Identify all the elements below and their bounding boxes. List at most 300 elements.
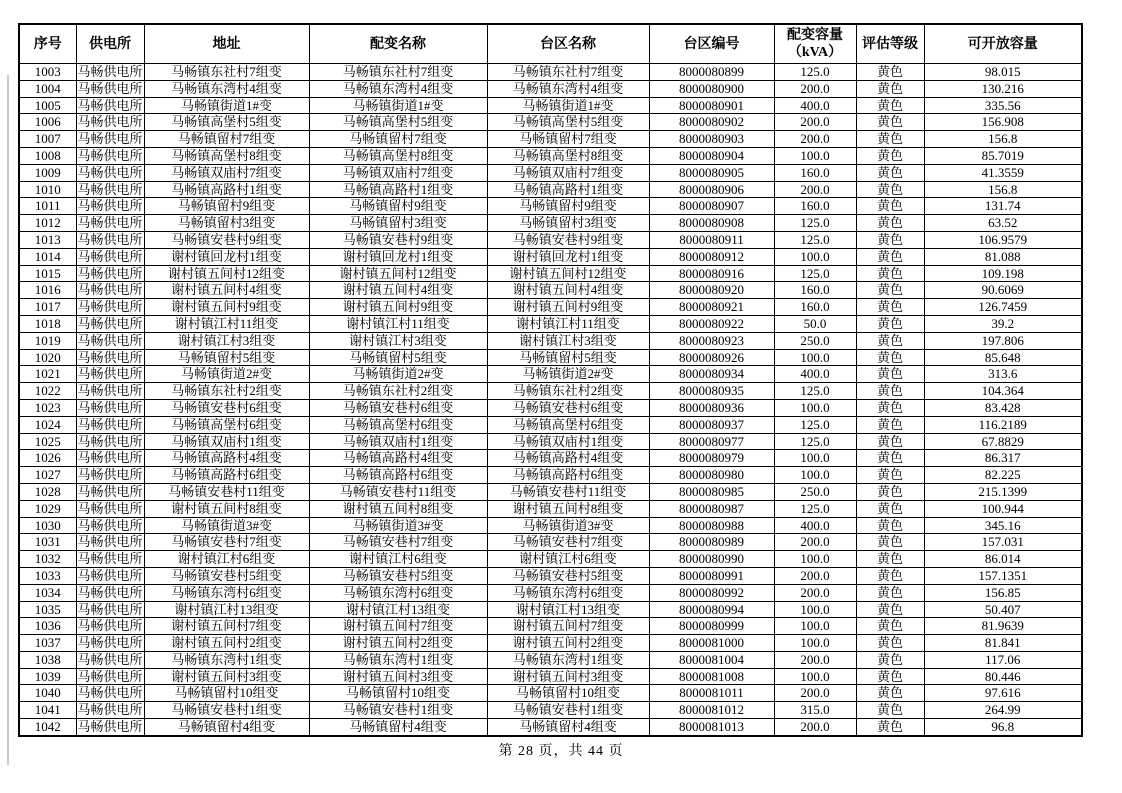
page-number: 第 28 页，共 44 页 bbox=[498, 744, 624, 759]
cell-index: 1018 bbox=[19, 315, 76, 332]
cell-area-code: 8000080905 bbox=[649, 164, 774, 181]
cell-grade: 黄色 bbox=[856, 416, 924, 433]
cell-grade: 黄色 bbox=[856, 383, 924, 400]
cell-address: 马畅镇安巷村7组变 bbox=[144, 534, 309, 551]
cell-transformer-name: 马畅镇高堡村5组变 bbox=[309, 114, 487, 131]
cell-open-capacity: 130.216 bbox=[924, 80, 1082, 97]
column-header-capacity-kva: 配变容量 （kVA） bbox=[774, 24, 856, 64]
cell-area-code: 8000080907 bbox=[649, 198, 774, 215]
cell-address: 马畅镇高路村1组变 bbox=[144, 181, 309, 198]
table-row bbox=[19, 483, 1082, 500]
cell-area-name: 马畅镇高路村1组变 bbox=[487, 181, 649, 198]
cell-index: 1011 bbox=[19, 198, 76, 215]
cell-address: 马畅镇安巷村1组变 bbox=[144, 702, 309, 719]
table-row bbox=[19, 668, 1082, 685]
cell-transformer-name: 谢村镇五间村2组变 bbox=[309, 635, 487, 652]
cell-grade: 黄色 bbox=[856, 685, 924, 702]
cell-grade: 黄色 bbox=[856, 282, 924, 299]
cell-station: 马畅供电所 bbox=[77, 399, 143, 415]
table-row bbox=[19, 467, 1082, 484]
cell-open-capacity: 81.841 bbox=[924, 635, 1082, 652]
cell-open-capacity: 106.9579 bbox=[924, 231, 1082, 248]
cell-area-name: 谢村镇江村11组变 bbox=[487, 315, 649, 332]
cell-area-code: 8000080922 bbox=[649, 315, 774, 332]
cell-grade: 黄色 bbox=[856, 719, 924, 736]
cell-area-code: 8000080902 bbox=[649, 114, 774, 131]
cell-area-name: 马畅镇高路村6组变 bbox=[487, 467, 649, 484]
cell-area-code: 8000080901 bbox=[649, 97, 774, 114]
cell-area-code: 8000081000 bbox=[649, 635, 774, 652]
cell-transformer-name: 谢村镇五间村4组变 bbox=[309, 282, 487, 299]
cell-grade: 黄色 bbox=[856, 64, 924, 81]
table-row bbox=[19, 248, 1082, 265]
cell-capacity-kva: 125.0 bbox=[774, 416, 856, 433]
cell-station: 马畅供电所 bbox=[77, 416, 143, 432]
cell-area-code: 8000080908 bbox=[649, 215, 774, 232]
cell-grade: 黄色 bbox=[856, 265, 924, 282]
cell-transformer-name: 谢村镇五间村8组变 bbox=[309, 500, 487, 517]
cell-capacity-kva: 315.0 bbox=[774, 702, 856, 719]
cell-transformer-name: 马畅镇留村5组变 bbox=[309, 349, 487, 366]
cell-address: 马畅镇安巷村9组变 bbox=[144, 231, 309, 248]
cell-area-name: 马畅镇留村5组变 bbox=[487, 349, 649, 366]
table-row bbox=[19, 131, 1082, 148]
column-header-address: 地址 bbox=[144, 24, 309, 64]
cell-open-capacity: 117.06 bbox=[924, 651, 1082, 668]
cell-grade: 黄色 bbox=[856, 80, 924, 97]
cell-area-name: 谢村镇五间村2组变 bbox=[487, 635, 649, 652]
cell-area-code: 8000080934 bbox=[649, 366, 774, 383]
cell-grade: 黄色 bbox=[856, 450, 924, 467]
cell-area-code: 8000080979 bbox=[649, 450, 774, 467]
cell-open-capacity: 156.8 bbox=[924, 131, 1082, 148]
cell-transformer-name: 马畅镇东湾村6组变 bbox=[309, 584, 487, 601]
cell-station: 马畅供电所 bbox=[77, 500, 143, 516]
cell-index: 1030 bbox=[19, 517, 76, 534]
cell-index: 1010 bbox=[19, 181, 76, 198]
cell-station: 马畅供电所 bbox=[77, 97, 143, 113]
cell-grade: 黄色 bbox=[856, 181, 924, 198]
cell-grade: 黄色 bbox=[856, 517, 924, 534]
cell-station: 马畅供电所 bbox=[77, 567, 143, 583]
cell-transformer-name: 谢村镇江村11组变 bbox=[309, 315, 487, 332]
cell-area-code: 8000080992 bbox=[649, 584, 774, 601]
column-header-station: 供电所 bbox=[76, 24, 144, 64]
cell-station: 马畅供电所 bbox=[77, 618, 143, 634]
cell-transformer-name: 马畅镇留村10组变 bbox=[309, 685, 487, 702]
cell-transformer-name: 马畅镇安巷村1组变 bbox=[309, 702, 487, 719]
cell-station: 马畅供电所 bbox=[77, 64, 143, 79]
cell-index: 1032 bbox=[19, 551, 76, 568]
cell-capacity-kva: 50.0 bbox=[774, 315, 856, 332]
cell-area-name: 谢村镇五间村4组变 bbox=[487, 282, 649, 299]
cell-index: 1035 bbox=[19, 601, 76, 618]
cell-open-capacity: 126.7459 bbox=[924, 299, 1082, 316]
cell-station: 马畅供电所 bbox=[77, 349, 143, 365]
cell-station: 马畅供电所 bbox=[77, 534, 143, 550]
cell-area-name: 马畅镇留村7组变 bbox=[487, 131, 649, 148]
table-row bbox=[19, 147, 1082, 164]
cell-address: 马畅镇高堡村5组变 bbox=[144, 114, 309, 131]
cell-capacity-kva: 200.0 bbox=[774, 584, 856, 601]
cell-grade: 黄色 bbox=[856, 534, 924, 551]
cell-index: 1013 bbox=[19, 231, 76, 248]
cell-capacity-kva: 100.0 bbox=[774, 635, 856, 652]
cell-open-capacity: 85.7019 bbox=[924, 147, 1082, 164]
cell-area-name: 马畅镇街道2#变 bbox=[487, 366, 649, 383]
cell-open-capacity: 90.6069 bbox=[924, 282, 1082, 299]
cell-index: 1006 bbox=[19, 114, 76, 131]
cell-transformer-name: 谢村镇五间村7组变 bbox=[309, 618, 487, 635]
cell-index: 1009 bbox=[19, 164, 76, 181]
cell-area-name: 谢村镇江村3组变 bbox=[487, 332, 649, 349]
cell-address: 谢村镇回龙村1组变 bbox=[144, 248, 309, 265]
table-row bbox=[19, 584, 1082, 601]
cell-grade: 黄色 bbox=[856, 433, 924, 450]
cell-area-code: 8000080921 bbox=[649, 299, 774, 316]
cell-index: 1042 bbox=[19, 719, 76, 736]
cell-grade: 黄色 bbox=[856, 500, 924, 517]
cell-address: 马畅镇高堡村8组变 bbox=[144, 147, 309, 164]
cell-grade: 黄色 bbox=[856, 635, 924, 652]
cell-station: 马畅供电所 bbox=[77, 685, 143, 701]
cell-capacity-kva: 200.0 bbox=[774, 181, 856, 198]
table-row bbox=[19, 399, 1082, 416]
cell-address: 马畅镇留村4组变 bbox=[144, 719, 309, 736]
cell-capacity-kva: 200.0 bbox=[774, 80, 856, 97]
cell-capacity-kva: 200.0 bbox=[774, 131, 856, 148]
table-row bbox=[19, 114, 1082, 131]
cell-open-capacity: 86.317 bbox=[924, 450, 1082, 467]
cell-address: 马畅镇留村5组变 bbox=[144, 349, 309, 366]
cell-grade: 黄色 bbox=[856, 332, 924, 349]
cell-index: 1007 bbox=[19, 131, 76, 148]
cell-open-capacity: 85.648 bbox=[924, 349, 1082, 366]
cell-open-capacity: 157.031 bbox=[924, 534, 1082, 551]
table-row bbox=[19, 517, 1082, 534]
cell-address: 马畅镇东社村2组变 bbox=[144, 383, 309, 400]
cell-station: 马畅供电所 bbox=[77, 668, 143, 684]
cell-index: 1024 bbox=[19, 416, 76, 433]
cell-capacity-kva: 100.0 bbox=[774, 551, 856, 568]
cell-area-code: 8000081013 bbox=[649, 719, 774, 736]
table-row bbox=[19, 80, 1082, 97]
cell-station: 马畅供电所 bbox=[77, 248, 143, 264]
cell-capacity-kva: 100.0 bbox=[774, 450, 856, 467]
cell-area-code: 8000081008 bbox=[649, 668, 774, 685]
cell-address: 谢村镇五间村12组变 bbox=[144, 265, 309, 282]
cell-area-name: 马畅镇安巷村7组变 bbox=[487, 534, 649, 551]
cell-grade: 黄色 bbox=[856, 668, 924, 685]
cell-area-name: 马畅镇东湾村4组变 bbox=[487, 80, 649, 97]
table-row bbox=[19, 685, 1082, 702]
table-row bbox=[19, 618, 1082, 635]
cell-open-capacity: 109.198 bbox=[924, 265, 1082, 282]
cell-capacity-kva: 400.0 bbox=[774, 366, 856, 383]
cell-index: 1005 bbox=[19, 97, 76, 114]
cell-transformer-name: 谢村镇回龙村1组变 bbox=[309, 248, 487, 265]
cell-open-capacity: 39.2 bbox=[924, 315, 1082, 332]
cell-grade: 黄色 bbox=[856, 366, 924, 383]
cell-capacity-kva: 100.0 bbox=[774, 467, 856, 484]
cell-area-name: 马畅镇街道3#变 bbox=[487, 517, 649, 534]
cell-area-code: 8000080916 bbox=[649, 265, 774, 282]
cell-station: 马畅供电所 bbox=[77, 114, 143, 130]
table-row bbox=[19, 366, 1082, 383]
cell-address: 谢村镇江村3组变 bbox=[144, 332, 309, 349]
table-row bbox=[19, 299, 1082, 316]
cell-grade: 黄色 bbox=[856, 164, 924, 181]
cell-capacity-kva: 160.0 bbox=[774, 299, 856, 316]
cell-area-code: 8000081004 bbox=[649, 651, 774, 668]
cell-station: 马畅供电所 bbox=[77, 332, 143, 348]
cell-transformer-name: 马畅镇高堡村8组变 bbox=[309, 147, 487, 164]
cell-open-capacity: 63.52 bbox=[924, 215, 1082, 232]
cell-transformer-name: 马畅镇高路村6组变 bbox=[309, 467, 487, 484]
cell-capacity-kva: 200.0 bbox=[774, 719, 856, 736]
cell-address: 马畅镇留村9组变 bbox=[144, 198, 309, 215]
cell-capacity-kva: 125.0 bbox=[774, 231, 856, 248]
cell-transformer-name: 马畅镇高堡村6组变 bbox=[309, 416, 487, 433]
cell-station: 马畅供电所 bbox=[77, 215, 143, 231]
cell-area-name: 谢村镇五间村7组变 bbox=[487, 618, 649, 635]
cell-transformer-name: 谢村镇江村6组变 bbox=[309, 551, 487, 568]
cell-transformer-name: 马畅镇高路村1组变 bbox=[309, 181, 487, 198]
cell-index: 1041 bbox=[19, 702, 76, 719]
column-header-transformer-name: 配变名称 bbox=[309, 24, 487, 64]
cell-area-code: 8000080987 bbox=[649, 500, 774, 517]
cell-area-name: 马畅镇街道1#变 bbox=[487, 97, 649, 114]
cell-address: 谢村镇江村11组变 bbox=[144, 315, 309, 332]
cell-index: 1016 bbox=[19, 282, 76, 299]
table-row bbox=[19, 635, 1082, 652]
cell-open-capacity: 104.364 bbox=[924, 383, 1082, 400]
cell-grade: 黄色 bbox=[856, 651, 924, 668]
cell-station: 马畅供电所 bbox=[77, 584, 143, 600]
table-row bbox=[19, 383, 1082, 400]
cell-transformer-name: 马畅镇高路村4组变 bbox=[309, 450, 487, 467]
cell-open-capacity: 131.74 bbox=[924, 198, 1082, 215]
cell-area-code: 8000080903 bbox=[649, 131, 774, 148]
cell-open-capacity: 215.1399 bbox=[924, 483, 1082, 500]
cell-area-name: 马畅镇东社村7组变 bbox=[487, 64, 649, 81]
cell-area-name: 马畅镇高堡村5组变 bbox=[487, 114, 649, 131]
cell-index: 1020 bbox=[19, 349, 76, 366]
cell-transformer-name: 马畅镇双庙村1组变 bbox=[309, 433, 487, 450]
cell-grade: 黄色 bbox=[856, 231, 924, 248]
cell-grade: 黄色 bbox=[856, 248, 924, 265]
cell-grade: 黄色 bbox=[856, 131, 924, 148]
cell-capacity-kva: 125.0 bbox=[774, 433, 856, 450]
cell-capacity-kva: 200.0 bbox=[774, 685, 856, 702]
cell-capacity-kva: 250.0 bbox=[774, 483, 856, 500]
cell-transformer-name: 马畅镇东湾村4组变 bbox=[309, 80, 487, 97]
cell-address: 马畅镇高堡村6组变 bbox=[144, 416, 309, 433]
cell-area-name: 谢村镇江村13组变 bbox=[487, 601, 649, 618]
cell-grade: 黄色 bbox=[856, 551, 924, 568]
cell-address: 马畅镇双庙村1组变 bbox=[144, 433, 309, 450]
cell-area-code: 8000080937 bbox=[649, 416, 774, 433]
cell-transformer-name: 马畅镇东社村2组变 bbox=[309, 383, 487, 400]
cell-open-capacity: 83.428 bbox=[924, 399, 1082, 416]
table-row bbox=[19, 231, 1082, 248]
cell-open-capacity: 156.8 bbox=[924, 181, 1082, 198]
cell-transformer-name: 马畅镇东社村7组变 bbox=[309, 64, 487, 81]
cell-index: 1023 bbox=[19, 399, 76, 416]
cell-index: 1003 bbox=[19, 64, 76, 81]
cell-grade: 黄色 bbox=[856, 147, 924, 164]
cell-area-name: 马畅镇安巷村5组变 bbox=[487, 567, 649, 584]
cell-index: 1019 bbox=[19, 332, 76, 349]
cell-address: 谢村镇五间村9组变 bbox=[144, 299, 309, 316]
cell-address: 马畅镇留村7组变 bbox=[144, 131, 309, 148]
cell-address: 马畅镇留村3组变 bbox=[144, 215, 309, 232]
cell-station: 马畅供电所 bbox=[77, 383, 143, 399]
cell-capacity-kva: 100.0 bbox=[774, 618, 856, 635]
cell-open-capacity: 335.56 bbox=[924, 97, 1082, 114]
cell-station: 马畅供电所 bbox=[77, 635, 143, 651]
cell-station: 马畅供电所 bbox=[77, 315, 143, 331]
cell-open-capacity: 86.014 bbox=[924, 551, 1082, 568]
capacity-table bbox=[18, 23, 1083, 737]
cell-capacity-kva: 100.0 bbox=[774, 349, 856, 366]
table-row bbox=[19, 198, 1082, 215]
cell-index: 1034 bbox=[19, 584, 76, 601]
cell-transformer-name: 谢村镇江村13组变 bbox=[309, 601, 487, 618]
cell-address: 马畅镇街道1#变 bbox=[144, 97, 309, 114]
cell-area-name: 马畅镇东社村2组变 bbox=[487, 383, 649, 400]
cell-station: 马畅供电所 bbox=[77, 231, 143, 247]
cell-capacity-kva: 125.0 bbox=[774, 64, 856, 81]
cell-grade: 黄色 bbox=[856, 618, 924, 635]
cell-area-name: 马畅镇留村3组变 bbox=[487, 215, 649, 232]
table-row bbox=[19, 601, 1082, 618]
cell-transformer-name: 马畅镇街道2#变 bbox=[309, 366, 487, 383]
cell-transformer-name: 马畅镇街道1#变 bbox=[309, 97, 487, 114]
cell-station: 马畅供电所 bbox=[77, 164, 143, 180]
cell-transformer-name: 马畅镇双庙村7组变 bbox=[309, 164, 487, 181]
table-row bbox=[19, 500, 1082, 517]
table-row bbox=[19, 534, 1082, 551]
table-row bbox=[19, 265, 1082, 282]
cell-index: 1015 bbox=[19, 265, 76, 282]
cell-open-capacity: 81.9639 bbox=[924, 618, 1082, 635]
cell-area-code: 8000081012 bbox=[649, 702, 774, 719]
cell-station: 马畅供电所 bbox=[77, 80, 143, 96]
cell-transformer-name: 马畅镇东湾村1组变 bbox=[309, 651, 487, 668]
cell-index: 1027 bbox=[19, 467, 76, 484]
cell-address: 马畅镇街道3#变 bbox=[144, 517, 309, 534]
cell-grade: 黄色 bbox=[856, 198, 924, 215]
cell-grade: 黄色 bbox=[856, 483, 924, 500]
cell-capacity-kva: 160.0 bbox=[774, 164, 856, 181]
cell-station: 马畅供电所 bbox=[77, 198, 143, 214]
cell-transformer-name: 马畅镇街道3#变 bbox=[309, 517, 487, 534]
cell-area-name: 马畅镇安巷村9组变 bbox=[487, 231, 649, 248]
cell-open-capacity: 156.908 bbox=[924, 114, 1082, 131]
cell-grade: 黄色 bbox=[856, 702, 924, 719]
cell-index: 1017 bbox=[19, 299, 76, 316]
column-header-area-name: 台区名称 bbox=[487, 24, 649, 64]
cell-area-code: 8000080904 bbox=[649, 147, 774, 164]
table-row bbox=[19, 64, 1082, 81]
cell-area-name: 马畅镇高路村4组变 bbox=[487, 450, 649, 467]
cell-open-capacity: 100.944 bbox=[924, 500, 1082, 517]
cell-area-code: 8000080936 bbox=[649, 399, 774, 416]
cell-transformer-name: 马畅镇安巷村11组变 bbox=[309, 483, 487, 500]
cell-area-code: 8000080899 bbox=[649, 64, 774, 81]
cell-capacity-kva: 160.0 bbox=[774, 198, 856, 215]
cell-address: 谢村镇五间村8组变 bbox=[144, 500, 309, 517]
cell-area-name: 马畅镇留村4组变 bbox=[487, 719, 649, 736]
cell-open-capacity: 345.16 bbox=[924, 517, 1082, 534]
cell-area-name: 谢村镇五间村3组变 bbox=[487, 668, 649, 685]
cell-station: 马畅供电所 bbox=[77, 450, 143, 466]
cell-area-code: 8000080977 bbox=[649, 433, 774, 450]
cell-capacity-kva: 125.0 bbox=[774, 265, 856, 282]
cell-grade: 黄色 bbox=[856, 399, 924, 416]
cell-address: 谢村镇五间村4组变 bbox=[144, 282, 309, 299]
cell-transformer-name: 谢村镇五间村3组变 bbox=[309, 668, 487, 685]
cell-station: 马畅供电所 bbox=[77, 131, 143, 147]
cell-area-name: 马畅镇安巷村6组变 bbox=[487, 399, 649, 416]
cell-grade: 黄色 bbox=[856, 601, 924, 618]
table-body bbox=[19, 64, 1082, 736]
cell-index: 1036 bbox=[19, 618, 76, 635]
cell-open-capacity: 313.6 bbox=[924, 366, 1082, 383]
cell-area-name: 马畅镇安巷村11组变 bbox=[487, 483, 649, 500]
cell-grade: 黄色 bbox=[856, 114, 924, 131]
cell-open-capacity: 197.806 bbox=[924, 332, 1082, 349]
cell-area-name: 马畅镇高堡村8组变 bbox=[487, 147, 649, 164]
cell-index: 1033 bbox=[19, 567, 76, 584]
cell-station: 马畅供电所 bbox=[77, 265, 143, 281]
cell-station: 马畅供电所 bbox=[77, 366, 143, 382]
cell-index: 1026 bbox=[19, 450, 76, 467]
cell-station: 马畅供电所 bbox=[77, 601, 143, 617]
table-row bbox=[19, 282, 1082, 299]
cell-area-name: 马畅镇高堡村6组变 bbox=[487, 416, 649, 433]
cell-area-code: 8000081011 bbox=[649, 685, 774, 702]
cell-area-code: 8000080906 bbox=[649, 181, 774, 198]
cell-area-name: 马畅镇安巷村1组变 bbox=[487, 702, 649, 719]
cell-area-code: 8000080911 bbox=[649, 231, 774, 248]
cell-station: 马畅供电所 bbox=[77, 517, 143, 533]
cell-index: 1040 bbox=[19, 685, 76, 702]
cell-grade: 黄色 bbox=[856, 215, 924, 232]
cell-station: 马畅供电所 bbox=[77, 467, 143, 483]
cell-address: 马畅镇高路村6组变 bbox=[144, 467, 309, 484]
cell-area-name: 马畅镇东湾村1组变 bbox=[487, 651, 649, 668]
header-row bbox=[19, 24, 1082, 64]
cell-area-code: 8000080920 bbox=[649, 282, 774, 299]
cell-area-code: 8000080991 bbox=[649, 567, 774, 584]
table-row bbox=[19, 332, 1082, 349]
cell-address: 谢村镇五间村3组变 bbox=[144, 668, 309, 685]
cell-area-code: 8000080994 bbox=[649, 601, 774, 618]
cell-transformer-name: 马畅镇安巷村9组变 bbox=[309, 231, 487, 248]
cell-open-capacity: 98.015 bbox=[924, 64, 1082, 81]
cell-index: 1037 bbox=[19, 635, 76, 652]
cell-grade: 黄色 bbox=[856, 97, 924, 114]
table-row bbox=[19, 416, 1082, 433]
column-header-index: 序号 bbox=[19, 24, 76, 64]
cell-index: 1014 bbox=[19, 248, 76, 265]
table-row bbox=[19, 567, 1082, 584]
cell-capacity-kva: 250.0 bbox=[774, 332, 856, 349]
table-row bbox=[19, 215, 1082, 232]
cell-open-capacity: 157.1351 bbox=[924, 567, 1082, 584]
